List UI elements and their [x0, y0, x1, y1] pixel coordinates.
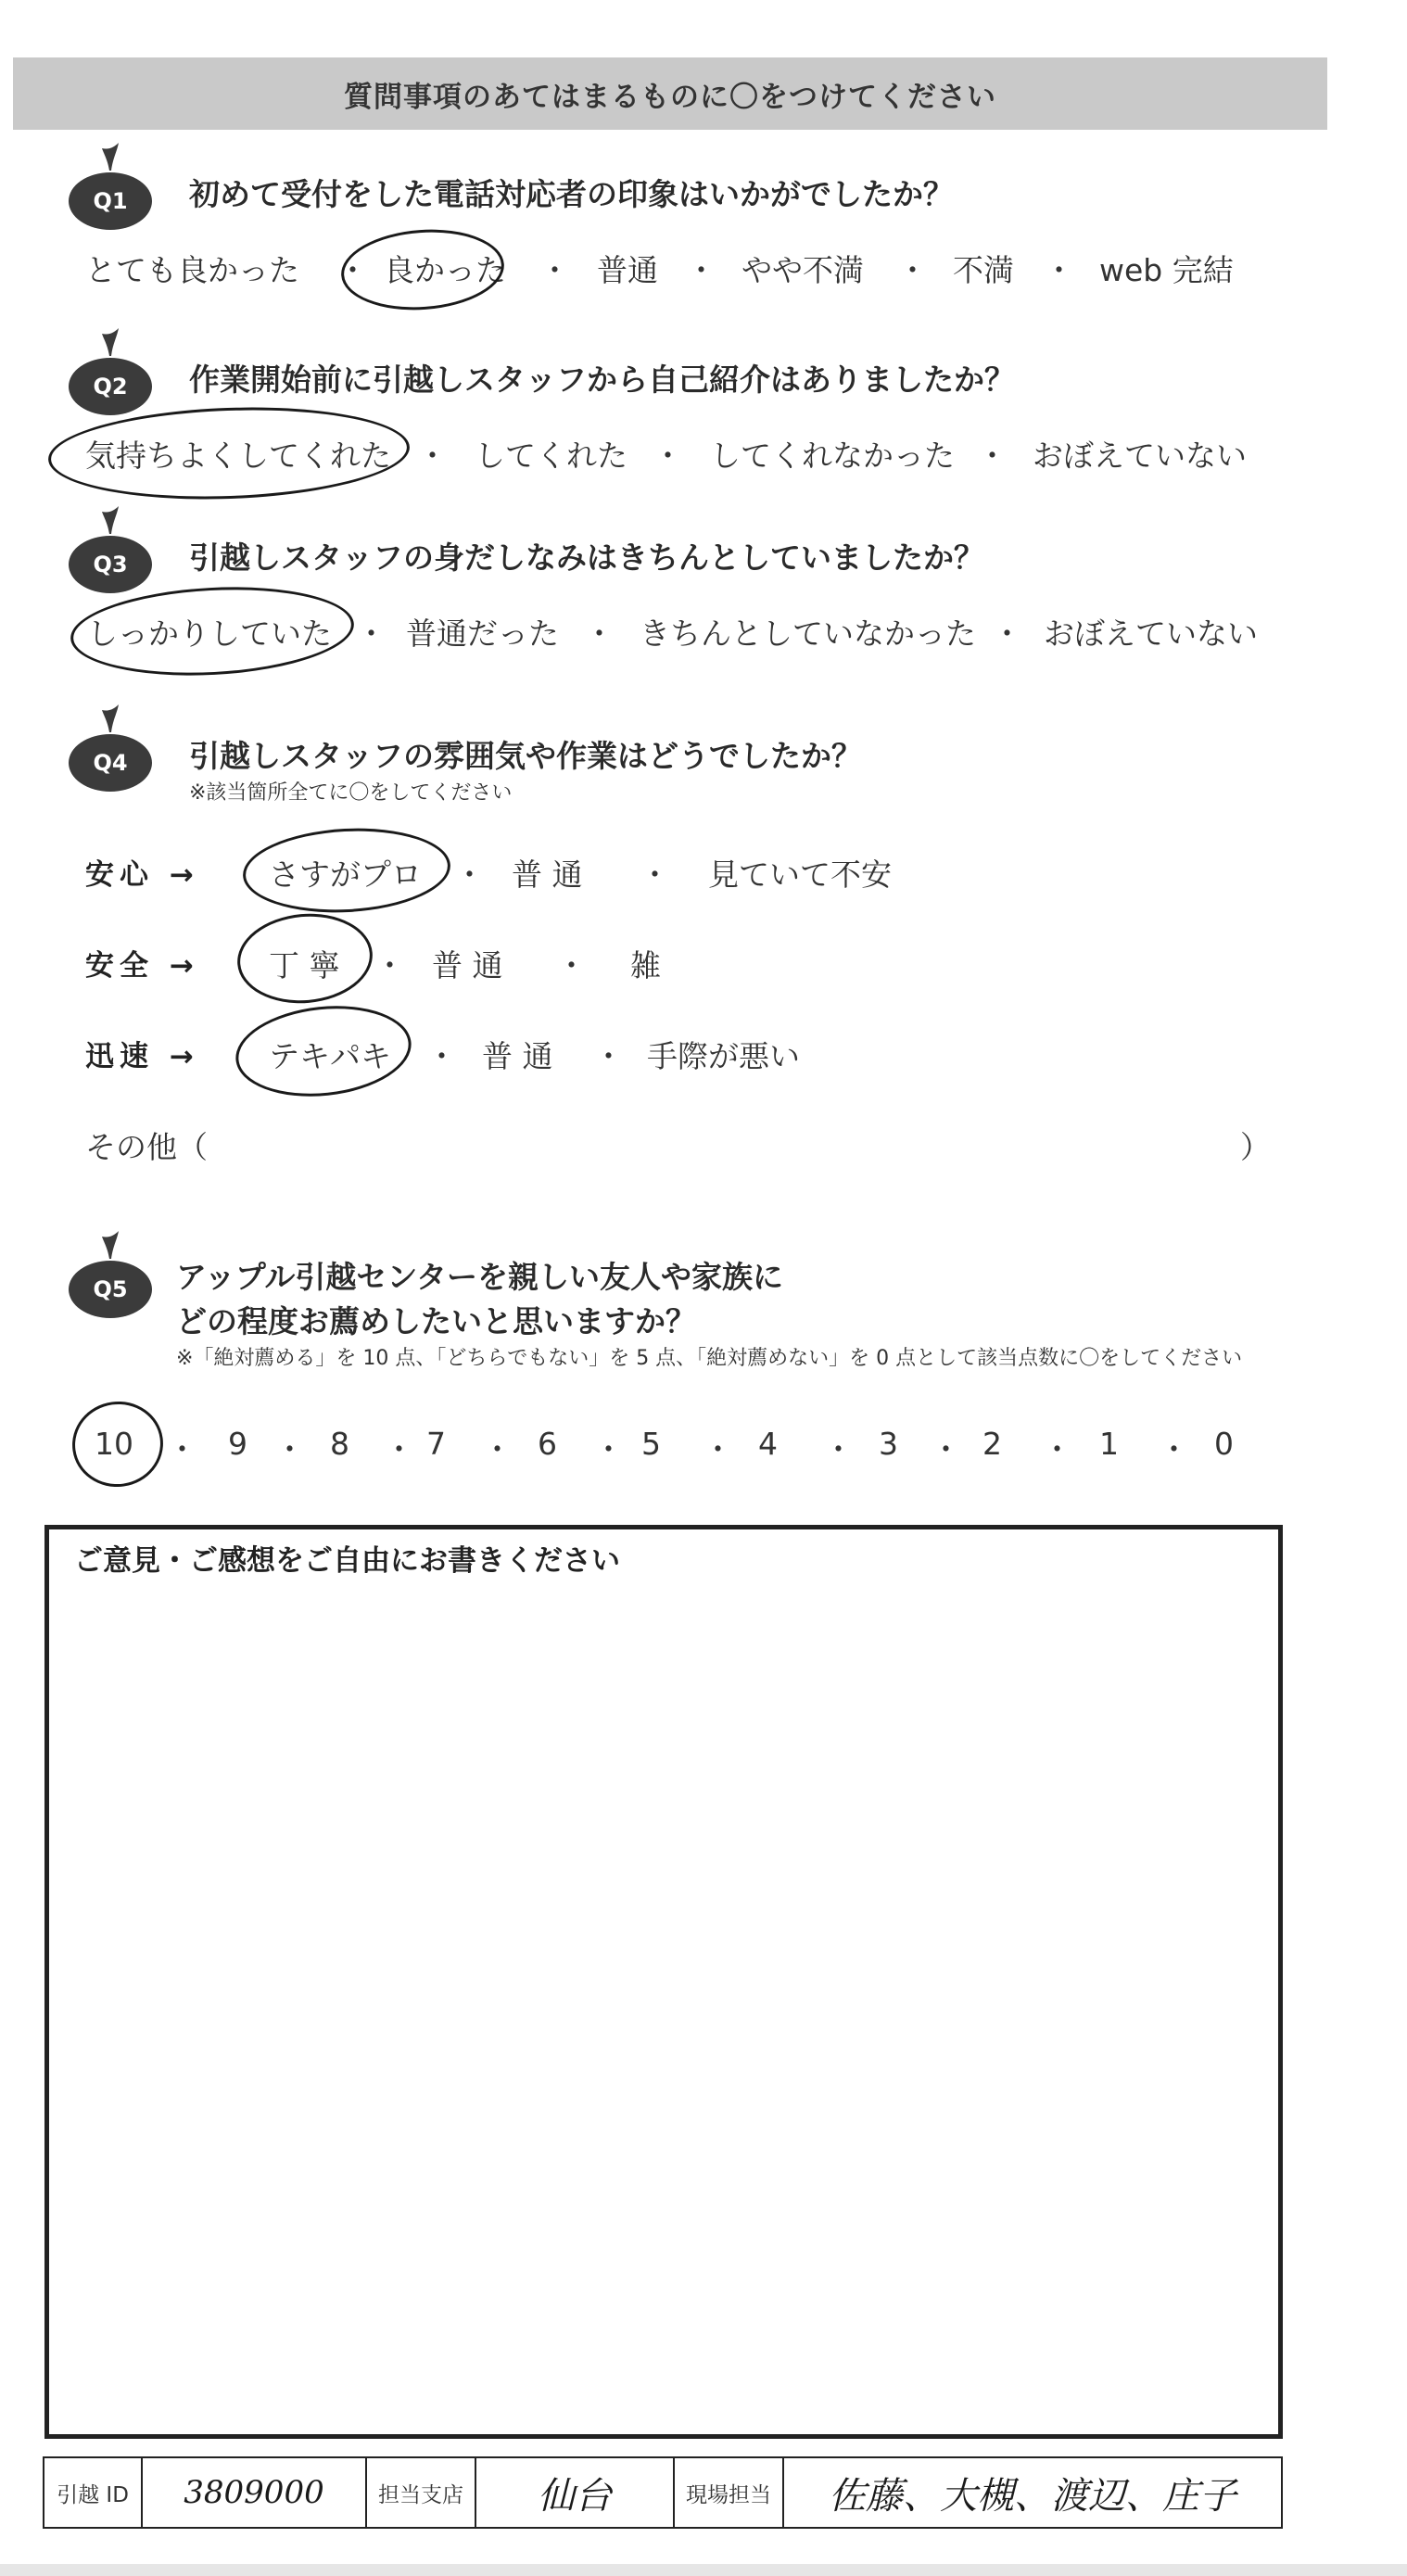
q3-option-2[interactable]: 普通だった	[406, 615, 559, 652]
q1-badge	[69, 172, 152, 230]
q4-row-label-jinsoku: 迅速 →	[85, 1040, 199, 1073]
move-id-label: 引越 ID	[44, 2458, 143, 2527]
comment-title: ご意見・ご感想をご自由にお書きください	[74, 1544, 620, 1578]
q5-question-line1: アップル引越センターを親しい友人や家族に	[176, 1259, 784, 1295]
q2-selected-circle	[46, 401, 411, 505]
leaf-icon	[100, 506, 120, 534]
q2-question: 作業開始前に引越しスタッフから自己紹介はありましたか？	[189, 362, 1015, 398]
separator: ・	[337, 252, 368, 288]
q2-option-3[interactable]: してくれなかった	[710, 438, 955, 474]
q4-row2-option-1[interactable]: 丁 寧	[269, 947, 340, 983]
q4-row1-selected-circle	[241, 823, 452, 918]
q1-option-2[interactable]: 良かった	[384, 252, 506, 288]
q5-score-6[interactable]: 6	[538, 1426, 557, 1462]
q5-score-5[interactable]: 5	[641, 1426, 661, 1462]
q1-option-6[interactable]: web 完結	[1099, 252, 1234, 288]
q4-row3-option-3[interactable]: 手際が悪い	[647, 1038, 800, 1074]
q5-note: ※「絶対薦める」を 10 点、「どちらでもない」を 5 点、「絶対薦めない」を 0 点として該当点数に〇をしてください	[176, 1347, 1243, 1370]
separator: ・	[640, 857, 670, 893]
footer-row	[43, 2456, 1283, 2529]
separator: ・	[556, 947, 587, 983]
q4-row1-option-3[interactable]: 見ていて不安	[708, 857, 892, 893]
q4-badge-label: Q4	[93, 750, 128, 776]
q3-badge	[69, 536, 152, 593]
q3-option-4[interactable]: おぼえていない	[1044, 615, 1258, 652]
q4-question: 引越しスタッフの雰囲気や作業はどうでしたか？	[189, 738, 862, 774]
move-id-value[interactable]: 3809000	[143, 2458, 367, 2527]
separator: ・	[417, 438, 448, 474]
q1-option-1[interactable]: とても良かった	[85, 252, 299, 288]
separator: ・	[1044, 252, 1074, 288]
q1-option-3[interactable]: 普通	[597, 252, 658, 288]
separator: ・	[897, 252, 928, 288]
q5-score-7[interactable]: 7	[426, 1426, 446, 1462]
separator: ・	[482, 1431, 513, 1467]
q4-row1-option-2[interactable]: 普 通	[512, 857, 583, 893]
q4-row2-selected-circle	[234, 908, 376, 1009]
q4-note: ※該当箇所全てに〇をしてください	[189, 781, 513, 805]
q5-score-9[interactable]: 9	[228, 1426, 247, 1462]
leaf-icon	[100, 704, 120, 732]
separator: ・	[1159, 1431, 1189, 1467]
separator: ・	[593, 1431, 624, 1467]
q5-selected-circle	[67, 1396, 169, 1493]
q3-option-3[interactable]: きちんとしていなかった	[640, 615, 976, 652]
q2-option-4[interactable]: おぼえていない	[1033, 438, 1247, 474]
q1-badge-label: Q1	[93, 188, 128, 214]
separator: ・	[1042, 1431, 1072, 1467]
separator: ・	[374, 947, 405, 983]
q5-score-4[interactable]: 4	[758, 1426, 778, 1462]
q1-question: 初めて受付をした電話対応者の印象はいかがでしたか？	[189, 176, 954, 212]
leaf-icon	[100, 143, 120, 171]
staff-label: 現場担当	[675, 2458, 784, 2527]
q2-option-2[interactable]: してくれた	[475, 438, 627, 474]
staff-value[interactable]: 佐藤、大槻、渡辺、庄子	[829, 2474, 1236, 2518]
q2-option-1[interactable]: 気持ちよくしてくれた	[85, 438, 391, 474]
separator: ・	[703, 1431, 733, 1467]
q4-other-label: その他（	[85, 1129, 208, 1165]
separator: ・	[931, 1431, 961, 1467]
leaf-icon	[100, 328, 120, 356]
leaf-icon	[100, 1231, 120, 1259]
q4-row-label-anzen: 安全 →	[85, 949, 199, 983]
separator: ・	[593, 1038, 624, 1074]
q3-selected-circle	[69, 580, 357, 682]
q5-badge-label: Q5	[93, 1276, 128, 1302]
separator: ・	[686, 252, 716, 288]
q4-row2-option-3[interactable]: 雑	[630, 947, 661, 983]
q4-badge	[69, 734, 152, 792]
separator: ・	[653, 438, 683, 474]
q5-question-line2: どの程度お薦めしたいと思いますか？	[176, 1303, 696, 1339]
q1-selected-circle	[338, 224, 507, 315]
header-bar	[13, 57, 1327, 130]
branch-label: 担当支店	[367, 2458, 476, 2527]
q4-row3-option-1[interactable]: テキパキ	[269, 1038, 391, 1074]
q5-score-8[interactable]: 8	[330, 1426, 349, 1462]
q1-option-4[interactable]: やや不満	[742, 252, 864, 288]
header-title: 質問事項のあてはまるものに〇をつけてください	[344, 80, 996, 114]
q2-badge-label: Q2	[93, 374, 128, 400]
q3-question: 引越しスタッフの身だしなみはきちんとしていましたか？	[189, 539, 984, 576]
branch-value[interactable]: 仙台	[476, 2458, 675, 2527]
separator: ・	[977, 438, 1008, 474]
separator: ・	[426, 1038, 457, 1074]
comment-box[interactable]	[44, 1525, 1283, 2439]
q2-badge	[69, 358, 152, 415]
q4-row-label-anshin: 安心 →	[85, 858, 199, 892]
q5-badge	[69, 1261, 152, 1318]
q4-row1-option-1[interactable]: さすがプロ	[269, 857, 422, 893]
q3-badge-label: Q3	[93, 552, 128, 577]
q3-option-1[interactable]: しっかりしていた	[87, 615, 332, 652]
separator: ・	[584, 615, 615, 652]
q4-row3-option-2[interactable]: 普 通	[482, 1038, 553, 1074]
q5-score-0[interactable]: 0	[1214, 1426, 1234, 1462]
separator: ・	[384, 1431, 414, 1467]
q4-row3-selected-circle	[232, 997, 416, 1104]
q1-option-5[interactable]: 不満	[953, 252, 1014, 288]
q5-score-2[interactable]: 2	[982, 1426, 1002, 1462]
q5-score-3[interactable]: 3	[879, 1426, 898, 1462]
q4-row2-option-2[interactable]: 普 通	[432, 947, 503, 983]
separator: ・	[992, 615, 1022, 652]
separator: ・	[823, 1431, 854, 1467]
separator: ・	[274, 1431, 305, 1467]
separator: ・	[539, 252, 570, 288]
q4-other-close: ）	[1240, 1129, 1271, 1165]
page-edge	[0, 2564, 1407, 2576]
q5-score-1[interactable]: 1	[1099, 1426, 1119, 1462]
q5-score-10[interactable]: 10	[95, 1426, 133, 1462]
separator: ・	[356, 615, 387, 652]
separator: ・	[454, 857, 485, 893]
separator: ・	[167, 1431, 197, 1467]
